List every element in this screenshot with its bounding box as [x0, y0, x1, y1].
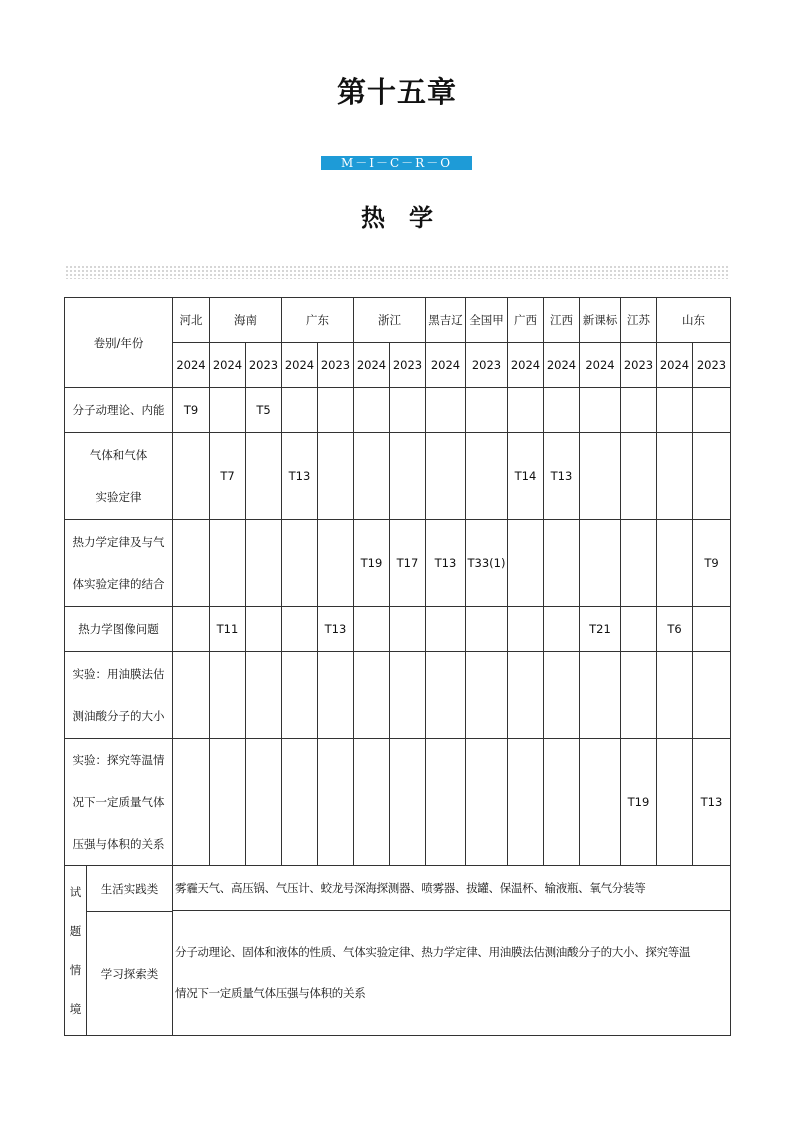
context-side-char: 试	[69, 884, 82, 899]
province-header: 新课标	[580, 298, 621, 343]
topic-label	[65, 520, 173, 607]
question-cell	[693, 607, 731, 652]
topic-label-line: 况下一定质量气体	[72, 795, 165, 809]
context-item-label: 学习探索类	[100, 966, 159, 981]
question-cell	[657, 520, 693, 607]
question-cell	[466, 433, 508, 520]
year-header: 2023	[246, 343, 282, 388]
question-cell	[318, 520, 354, 607]
question-cell	[390, 433, 426, 520]
question-cell	[621, 388, 657, 433]
year-header: 2023	[466, 343, 508, 388]
question-cell	[426, 607, 466, 652]
chapter-title: 第十五章	[336, 75, 457, 109]
question-cell	[282, 388, 318, 433]
corner-label: 卷别/年份	[65, 298, 173, 388]
question-cell	[282, 520, 318, 607]
year-header: 2024	[210, 343, 246, 388]
question-cell: T5	[246, 388, 282, 433]
topic-label-line: 体实验定律的结合	[72, 577, 165, 591]
year-header: 2023	[621, 343, 657, 388]
context-side-char: 境	[69, 1002, 82, 1017]
topic-label-line: 测油酸分子的大小	[72, 709, 165, 723]
exam-distribution-table	[64, 297, 731, 1036]
question-cell	[508, 607, 544, 652]
year-header: 2024	[426, 343, 466, 388]
question-cell	[354, 739, 390, 866]
province-header: 广西	[508, 298, 544, 343]
question-cell: T21	[580, 607, 621, 652]
question-cell	[621, 607, 657, 652]
province-header: 海南	[210, 298, 282, 343]
province-header-row	[65, 298, 731, 343]
context-item-text	[173, 911, 731, 1036]
question-cell	[246, 433, 282, 520]
question-cell	[544, 607, 580, 652]
question-cell	[390, 739, 426, 866]
topic-row	[65, 433, 731, 520]
question-cell	[173, 520, 210, 607]
question-cell: T14	[508, 433, 544, 520]
question-cell	[282, 652, 318, 739]
question-cell: T13	[426, 520, 466, 607]
year-header: 2023	[390, 343, 426, 388]
question-cell	[544, 388, 580, 433]
question-cell	[318, 388, 354, 433]
year-header: 2024	[282, 343, 318, 388]
question-cell	[580, 652, 621, 739]
year-header: 2024	[580, 343, 621, 388]
question-cell: T13	[282, 433, 318, 520]
topic-row	[65, 520, 731, 607]
year-header: 2024	[544, 343, 580, 388]
question-cell	[693, 652, 731, 739]
province-header: 广东	[282, 298, 354, 343]
topic-label-line: 实验：用油膜法估	[72, 667, 165, 681]
context-side-label	[65, 866, 87, 1035]
topic-label-line: 气体和气体	[89, 448, 148, 462]
question-cell: T9	[693, 520, 731, 607]
question-cell	[390, 607, 426, 652]
micro-banner: M－I－C－R－O	[321, 156, 472, 170]
topic-label-line: 实验：探究等温情	[72, 753, 165, 767]
province-header: 河北	[173, 298, 210, 343]
question-cell	[580, 388, 621, 433]
question-cell: T13	[544, 433, 580, 520]
question-cell	[544, 652, 580, 739]
context-side-char: 题	[69, 923, 82, 938]
question-cell: T11	[210, 607, 246, 652]
question-cell	[466, 739, 508, 866]
question-cell	[580, 520, 621, 607]
question-cell	[282, 607, 318, 652]
question-cell	[246, 652, 282, 739]
question-cell	[210, 520, 246, 607]
question-cell	[657, 433, 693, 520]
question-cell	[246, 520, 282, 607]
question-cell	[246, 607, 282, 652]
question-cell	[657, 739, 693, 866]
question-cell	[318, 433, 354, 520]
topic-row	[65, 607, 731, 652]
question-cell	[657, 388, 693, 433]
year-header: 2024	[657, 343, 693, 388]
topic-label	[65, 388, 173, 433]
context-rows	[65, 866, 731, 1036]
topic-label	[65, 433, 173, 520]
question-cell: T19	[354, 520, 390, 607]
question-cell: T6	[657, 607, 693, 652]
year-header: 2024	[508, 343, 544, 388]
question-cell	[282, 739, 318, 866]
province-header: 浙江	[354, 298, 426, 343]
province-header: 江西	[544, 298, 580, 343]
topic-label	[65, 739, 173, 866]
question-cell	[693, 433, 731, 520]
question-cell	[621, 433, 657, 520]
question-cell	[318, 652, 354, 739]
context-item-label: 生活实践类	[87, 866, 172, 912]
dotted-divider	[65, 265, 729, 279]
question-cell	[173, 652, 210, 739]
question-cell	[544, 520, 580, 607]
question-cell: T7	[210, 433, 246, 520]
question-cell	[246, 739, 282, 866]
question-cell	[354, 607, 390, 652]
question-cell	[508, 739, 544, 866]
question-cell	[544, 739, 580, 866]
question-cell: T13	[693, 739, 731, 866]
question-cell	[173, 739, 210, 866]
question-cell	[210, 739, 246, 866]
question-cell	[466, 388, 508, 433]
topic-label	[65, 652, 173, 739]
question-cell	[210, 652, 246, 739]
question-cell	[173, 433, 210, 520]
question-cell	[318, 739, 354, 866]
topic-row	[65, 388, 731, 433]
province-header: 山东	[657, 298, 731, 343]
topic-row	[65, 652, 731, 739]
question-cell	[426, 388, 466, 433]
year-header: 2023	[318, 343, 354, 388]
year-header: 2024	[354, 343, 390, 388]
province-header: 全国甲	[466, 298, 508, 343]
question-cell: T13	[318, 607, 354, 652]
question-cell: T19	[621, 739, 657, 866]
question-cell	[390, 652, 426, 739]
question-cell	[354, 652, 390, 739]
context-text-line: 分子动理论、固体和液体的性质、气体实验定律、热力学定律、用油膜法估测油酸分子的大小、探究等温	[175, 945, 691, 960]
year-header: 2024	[173, 343, 210, 388]
question-cell	[426, 652, 466, 739]
question-cell	[657, 652, 693, 739]
year-header: 2023	[693, 343, 731, 388]
province-header: 江苏	[621, 298, 657, 343]
question-cell: T17	[390, 520, 426, 607]
question-cell	[508, 388, 544, 433]
context-text-line: 情况下一定质量气体压强与体积的关系	[175, 986, 366, 1001]
province-header: 黑吉辽	[426, 298, 466, 343]
question-cell	[508, 652, 544, 739]
context-item-text: 雾霾天气、高压锅、气压计、蛟龙号深海探测器、喷雾器、拔罐、保温杯、输液瓶、氧气分装等	[173, 866, 731, 911]
context-side-char: 情	[69, 963, 82, 978]
question-cell	[390, 388, 426, 433]
question-cell	[508, 520, 544, 607]
question-cell	[621, 520, 657, 607]
question-cell	[693, 388, 731, 433]
question-cell	[173, 607, 210, 652]
question-cell: T9	[173, 388, 210, 433]
question-cell	[580, 433, 621, 520]
context-side-cell	[65, 866, 173, 1036]
topic-label-line: 实验定律	[95, 490, 142, 504]
topic-label-line: 热力学定律及与气	[72, 535, 165, 549]
question-cell: T33(1)	[466, 520, 508, 607]
topic-label-line: 分子动理论、内能	[72, 403, 165, 417]
section-title: 热学	[361, 204, 457, 232]
topic-label	[65, 607, 173, 652]
topic-rows	[65, 388, 731, 866]
question-cell	[466, 652, 508, 739]
question-cell	[354, 433, 390, 520]
question-cell	[354, 388, 390, 433]
question-cell	[466, 607, 508, 652]
question-cell	[580, 739, 621, 866]
topic-label-line: 压强与体积的关系	[72, 837, 165, 851]
context-row	[65, 866, 731, 911]
question-cell	[621, 652, 657, 739]
topic-row	[65, 739, 731, 866]
question-cell	[426, 433, 466, 520]
question-cell	[426, 739, 466, 866]
question-cell	[210, 388, 246, 433]
topic-label-line: 热力学图像问题	[78, 622, 159, 636]
